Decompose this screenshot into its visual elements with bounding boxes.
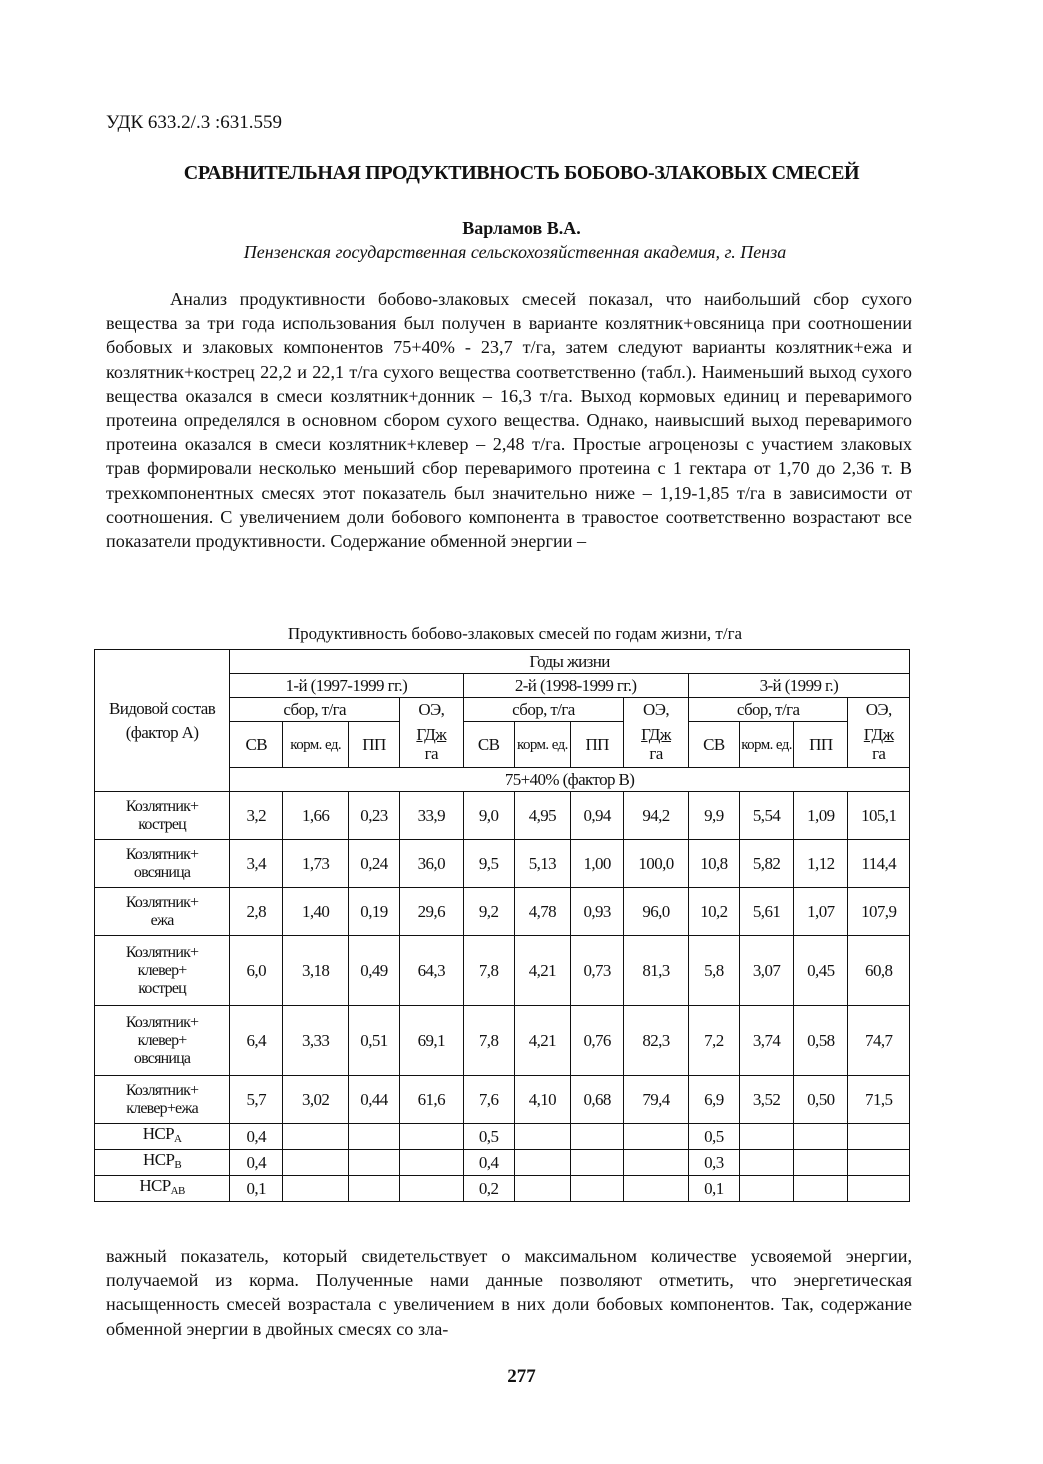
table-cell: 2,8 (230, 888, 283, 936)
oe-unit-2 (624, 722, 689, 768)
empty-cell (400, 1124, 463, 1150)
table-cell: 100,0 (624, 840, 689, 888)
nsr-label-text: НСР (143, 1150, 175, 1169)
species-name-part: клевер+ежа (126, 1099, 198, 1117)
table-cell: 3,33 (283, 1006, 349, 1076)
year-1-header: 1-й (1997-1999 гг.) (230, 674, 463, 698)
table-cell: 1,12 (794, 840, 848, 888)
page-number: 277 (507, 1366, 536, 1387)
empty-cell (848, 1150, 910, 1176)
table-cell: 71,5 (848, 1076, 910, 1124)
table-cell: 114,4 (848, 840, 910, 888)
empty-cell (571, 1150, 624, 1176)
table-cell: 1,07 (794, 888, 848, 936)
species-name-part: кострец (138, 979, 186, 997)
table-cell: 4,10 (514, 1076, 570, 1124)
table-cell: 105,1 (848, 792, 910, 840)
nsr-label (95, 1176, 230, 1202)
empty-cell (571, 1176, 624, 1202)
table-cell: 1,09 (794, 792, 848, 840)
empty-cell (400, 1150, 463, 1176)
nsr-value: 0,4 (463, 1150, 514, 1176)
table-cell: 74,7 (848, 1006, 910, 1076)
table-cell: 0,68 (571, 1076, 624, 1124)
species-name-part: кострец (138, 815, 186, 833)
empty-cell (283, 1176, 349, 1202)
author-name: Варламов В.А. (462, 218, 581, 238)
nsr-label-text: НСР (139, 1176, 171, 1195)
productivity-table (94, 649, 910, 1202)
oe-header-1: ОЭ, (400, 698, 463, 722)
table-cell: 3,52 (739, 1076, 793, 1124)
table-cell: 64,3 (400, 936, 463, 1006)
table-cell: 7,8 (463, 936, 514, 1006)
nsr-label (95, 1124, 230, 1150)
table-cell: 10,8 (688, 840, 739, 888)
empty-cell (348, 1124, 399, 1150)
table-caption: Продуктивность бобово-злаковых смесей по годам жизни, т/га (287, 624, 743, 643)
oe-unit-ga-2: га (649, 744, 663, 764)
table-cell: 7,2 (688, 1006, 739, 1076)
table-cell: 0,94 (571, 792, 624, 840)
nsr-label-subscript: АВ (170, 1185, 185, 1197)
sv-header-3: СВ (688, 722, 739, 768)
table-cell: 4,78 (514, 888, 570, 936)
oe-header-2: ОЭ, (624, 698, 689, 722)
table-cell: 5,61 (739, 888, 793, 936)
nsr-value: 0,3 (688, 1150, 739, 1176)
species-header: Видовой состав (фактор А) (95, 650, 230, 792)
empty-cell (624, 1150, 689, 1176)
species-name-part: Козлятник+ (125, 893, 199, 911)
oe-unit-1 (400, 722, 463, 768)
table-cell: 4,21 (514, 936, 570, 1006)
nsr-row (95, 1124, 910, 1150)
table-cell: 0,51 (348, 1006, 399, 1076)
oe-unit-gdzh-3: ГДж (863, 725, 894, 745)
nsr-value: 0,1 (688, 1176, 739, 1202)
empty-cell (624, 1124, 689, 1150)
korm-header-3: корм. ед. (739, 722, 793, 768)
empty-cell (739, 1124, 793, 1150)
table-cell: 4,95 (514, 792, 570, 840)
species-name-part: овсяница (133, 1049, 191, 1067)
table-cell: 60,8 (848, 936, 910, 1006)
table-cell: 6,0 (230, 936, 283, 1006)
table-cell: 5,7 (230, 1076, 283, 1124)
table-cell: 0,73 (571, 936, 624, 1006)
table-cell: 33,9 (400, 792, 463, 840)
empty-cell (400, 1176, 463, 1202)
species-name (95, 792, 230, 840)
species-name-part: Козлятник+ (125, 1013, 199, 1031)
pp-header-3: ПП (794, 722, 848, 768)
species-name (95, 936, 230, 1006)
pp-header-1: ПП (348, 722, 399, 768)
nsr-value: 0,4 (230, 1150, 283, 1176)
table-cell: 5,8 (688, 936, 739, 1006)
species-name (95, 1006, 230, 1076)
table-row (95, 840, 910, 888)
table-cell: 6,9 (688, 1076, 739, 1124)
years-header: Годы жизни (230, 650, 910, 674)
table-cell: 81,3 (624, 936, 689, 1006)
species-name-part: ежа (150, 911, 174, 929)
table-cell: 61,6 (400, 1076, 463, 1124)
table-cell: 9,2 (463, 888, 514, 936)
table-cell: 0,49 (348, 936, 399, 1006)
table-row (95, 936, 910, 1006)
species-name-part: Козлятник+ (125, 1081, 199, 1099)
empty-cell (514, 1124, 570, 1150)
table-cell: 1,73 (283, 840, 349, 888)
paragraph-1: Анализ продуктивности бобово-злаковых смесей показал, что наибольший сбор сухого вещества за три года использования был получен в варианте козлятник+овсяница при соотношении бобовых и злаковых компонентов 75+40% - 23,7 т/га, затем следуют варианты козлятник+ежа и козлятник+кострец 22,2 и 22,1 т/га сухого вещества соответственно (табл.). Наименьший выход сухого вещества оказался в смеси козлятник+донник – 16,3 т/га. Выход кормовых единиц и переваримого протеина определялся в основном сбором сухого вещества. Однако, наивысший выход переваримого протеина оказался в смеси козлятник+клевер – 2,48 т/га. Простые агроценозы с участием злаковых трав формировали несколько меньший сбор переваримого протеина с 1 гектара от 1,70 до 2,36 т. В трехкомпонентных смесях этот показатель был значительно ниже – 1,19-1,85 т/га в зависимости от соотношения. С увеличением доли бобового компонента в травостое соответственно возрастают все показатели продуктивности. Содержание обменной энергии – (106, 289, 912, 552)
table-cell: 5,54 (739, 792, 793, 840)
table-cell: 3,18 (283, 936, 349, 1006)
empty-cell (848, 1176, 910, 1202)
table-cell: 107,9 (848, 888, 910, 936)
table-cell: 0,58 (794, 1006, 848, 1076)
table-cell: 1,00 (571, 840, 624, 888)
author-affiliation: Пензенская государственная сельскохозяйственная академия, г. Пенза (243, 242, 787, 262)
table-cell: 0,23 (348, 792, 399, 840)
pp-header-2: ПП (571, 722, 624, 768)
nsr-label-text: НСР (142, 1124, 175, 1143)
table-cell: 0,24 (348, 840, 399, 888)
empty-cell (348, 1176, 399, 1202)
empty-cell (514, 1176, 570, 1202)
species-name (95, 888, 230, 936)
table-cell: 9,9 (688, 792, 739, 840)
oe-unit-gdzh-2: ГДж (641, 725, 671, 745)
oe-unit-gdzh-1: ГДж (416, 725, 447, 745)
species-name-part: Козлятник+ (125, 797, 199, 815)
empty-cell (794, 1176, 848, 1202)
empty-cell (348, 1150, 399, 1176)
oe-unit-ga-1: га (424, 744, 438, 764)
nsr-row (95, 1176, 910, 1202)
table-cell: 29,6 (400, 888, 463, 936)
udc-code: УДК 633.2/.3 :631.559 (106, 112, 282, 133)
table-cell: 0,50 (794, 1076, 848, 1124)
sv-header-1: СВ (230, 722, 283, 768)
table-row (95, 792, 910, 840)
table-row (95, 1076, 910, 1124)
year-3-header: 3-й (1999 г.) (688, 674, 909, 698)
nsr-label-subscript: В (174, 1159, 182, 1171)
table-cell: 0,93 (571, 888, 624, 936)
table-cell: 7,8 (463, 1006, 514, 1076)
sv-header-2: СВ (463, 722, 514, 768)
species-name (95, 1076, 230, 1124)
empty-cell (739, 1150, 793, 1176)
table-cell: 79,4 (624, 1076, 689, 1124)
table-cell: 3,4 (230, 840, 283, 888)
empty-cell (624, 1176, 689, 1202)
factor-b-row: 75+40% (фактор В) (230, 768, 910, 792)
table-cell: 0,45 (794, 936, 848, 1006)
nsr-label (95, 1150, 230, 1176)
table-cell: 82,3 (624, 1006, 689, 1076)
table-cell: 9,5 (463, 840, 514, 888)
table-cell: 7,6 (463, 1076, 514, 1124)
oe-unit-3 (848, 722, 910, 768)
year-2-header: 2-й (1998-1999 гг.) (463, 674, 688, 698)
yield-header-1: сбор, т/га (230, 698, 400, 722)
species-name-part: клевер+ (137, 961, 187, 979)
table-cell: 36,0 (400, 840, 463, 888)
species-name (95, 840, 230, 888)
nsr-value: 0,2 (463, 1176, 514, 1202)
table-cell: 9,0 (463, 792, 514, 840)
table-cell: 3,02 (283, 1076, 349, 1124)
table-cell: 6,4 (230, 1006, 283, 1076)
table-row (95, 888, 910, 936)
korm-header-2: корм. ед. (514, 722, 570, 768)
oe-header-3: ОЭ, (848, 698, 910, 722)
table-cell: 5,13 (514, 840, 570, 888)
empty-cell (739, 1176, 793, 1202)
table-cell: 94,2 (624, 792, 689, 840)
table-cell: 1,66 (283, 792, 349, 840)
paragraph-2: важный показатель, который свидетельствует о максимальном количестве усвояемой энергии, получаемой из корма. Полученные нами данные позволяют отметить, что энергетическая насыщенность смесей возрастала с увеличением в них доли бобовых компонентов. Так, содержание обменной энергии в двойных смесях со зла- (106, 1246, 912, 1339)
species-name-part: овсяница (133, 863, 191, 881)
table-cell: 0,44 (348, 1076, 399, 1124)
table-cell: 5,82 (739, 840, 793, 888)
table-cell: 0,76 (571, 1006, 624, 1076)
empty-cell (794, 1150, 848, 1176)
korm-header-1: корм. ед. (283, 722, 349, 768)
table-row (95, 1006, 910, 1076)
empty-cell (514, 1150, 570, 1176)
table-cell: 10,2 (688, 888, 739, 936)
table-cell: 0,19 (348, 888, 399, 936)
empty-cell (283, 1150, 349, 1176)
oe-unit-ga-3: га (872, 744, 886, 764)
table-cell: 3,74 (739, 1006, 793, 1076)
article-title: СРАВНИТЕЛЬНАЯ ПРОДУКТИВНОСТЬ БОБОВО-ЗЛАКОВЫХ СМЕСЕЙ (183, 162, 860, 184)
yield-header-2: сбор, т/га (463, 698, 624, 722)
empty-cell (848, 1124, 910, 1150)
nsr-row (95, 1150, 910, 1176)
table-cell: 3,07 (739, 936, 793, 1006)
yield-header-3: сбор, т/га (688, 698, 848, 722)
nsr-value: 0,5 (463, 1124, 514, 1150)
nsr-value: 0,1 (230, 1176, 283, 1202)
species-name-part: Козлятник+ (125, 845, 199, 863)
nsr-value: 0,4 (230, 1124, 283, 1150)
empty-cell (283, 1124, 349, 1150)
table-cell: 4,21 (514, 1006, 570, 1076)
empty-cell (571, 1124, 624, 1150)
table-cell: 1,40 (283, 888, 349, 936)
nsr-label-subscript: А (174, 1133, 182, 1145)
table-cell: 69,1 (400, 1006, 463, 1076)
nsr-value: 0,5 (688, 1124, 739, 1150)
empty-cell (794, 1124, 848, 1150)
table-cell: 3,2 (230, 792, 283, 840)
species-name-part: Козлятник+ (125, 943, 199, 961)
table-cell: 96,0 (624, 888, 689, 936)
species-name-part: клевер+ (137, 1031, 187, 1049)
